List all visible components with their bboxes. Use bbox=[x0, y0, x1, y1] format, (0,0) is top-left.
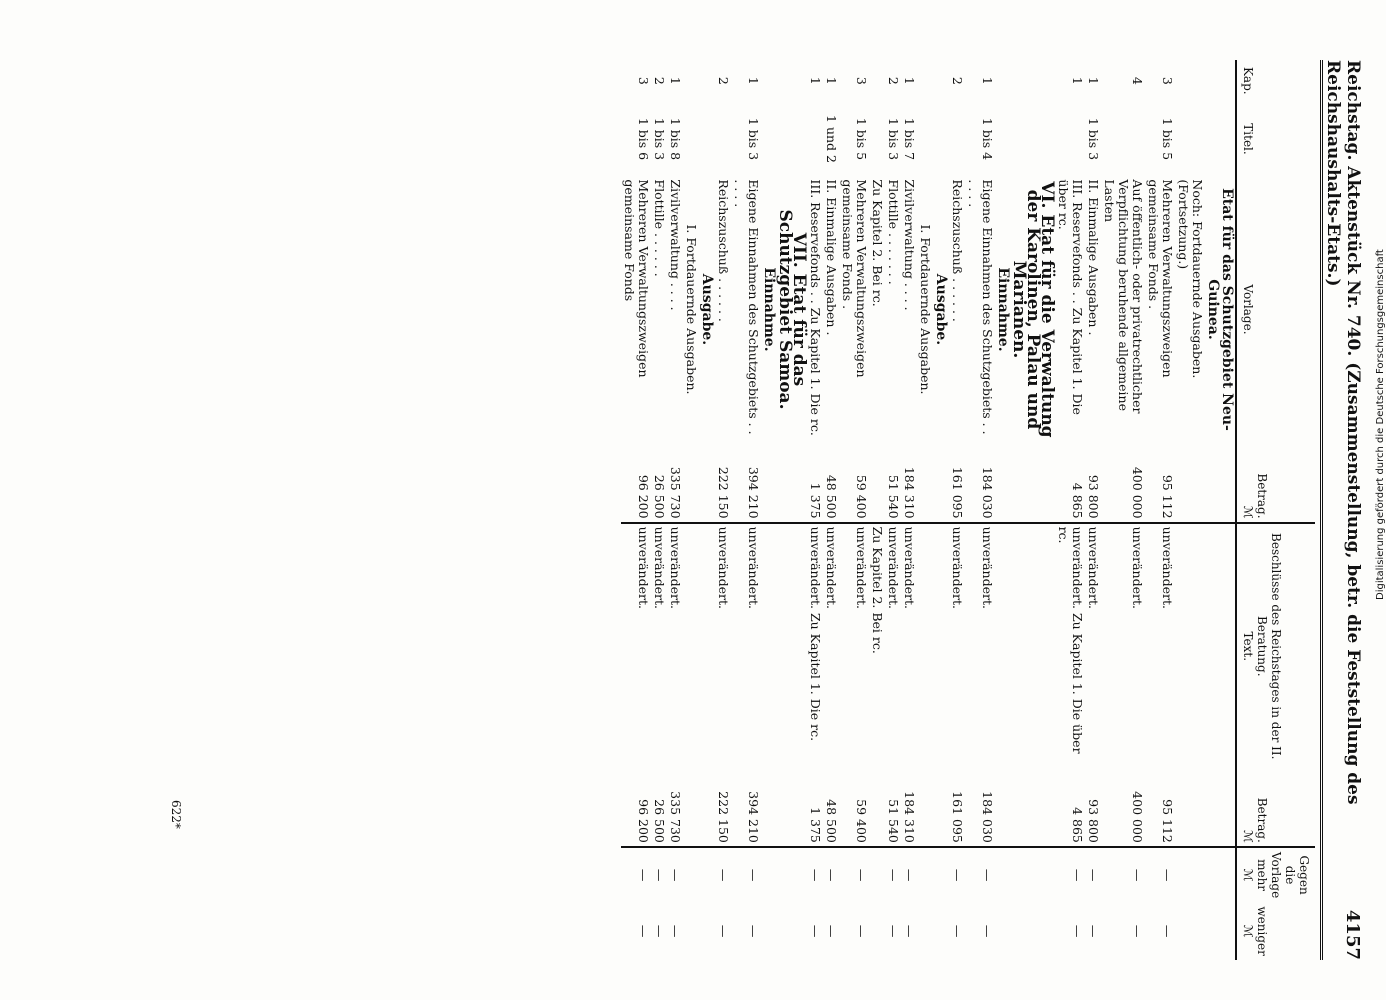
page-title: Reichstag. Aktenstück Nr. 740. (Zusammenstellung, betr. die Feststellung des Reichshaushalts-Etats.) bbox=[1323, 60, 1363, 805]
cell-kap bbox=[995, 60, 1011, 102]
cell-mehr: — bbox=[1070, 868, 1085, 882]
cell-betrag: 184 030 bbox=[965, 443, 995, 523]
cell-text2: unverändert. bbox=[1160, 526, 1175, 609]
cell-kap: 3 bbox=[854, 76, 869, 85]
cell-text2: unverändert. Zu Kapitel 1. Die rc. bbox=[808, 526, 823, 742]
cell-mehr bbox=[917, 847, 933, 902]
cell-text: I. Fortdauernde Ausgaben. bbox=[918, 224, 933, 395]
cell-text: Eigene Einnahmen des Schutzgebiets . . . . . . bbox=[966, 179, 995, 435]
cell-weniger bbox=[933, 902, 949, 960]
cell-titel bbox=[777, 102, 807, 177]
cell-text2: unverändert. bbox=[1130, 526, 1145, 609]
cell-kap bbox=[761, 60, 777, 102]
cell-text2: unverändert. bbox=[716, 526, 731, 609]
cell-kap: 2 bbox=[652, 76, 667, 85]
cell-mehr: — bbox=[1130, 868, 1145, 882]
cell-text: Noch: Fortdauernde Ausgaben. (Fortsetzung.) bbox=[1176, 179, 1205, 379]
cell-mehr: — bbox=[746, 868, 761, 882]
cell-mehr: — bbox=[980, 868, 995, 882]
cell-mehr: — bbox=[668, 868, 683, 882]
cell-kap: 1 bbox=[1086, 76, 1101, 85]
cell-text2 bbox=[699, 523, 715, 769]
cell-mehr: — bbox=[1086, 868, 1101, 882]
cell-betrag2: 59 400 bbox=[839, 769, 869, 847]
cell-mehr: — bbox=[1160, 868, 1175, 882]
cell-titel: 1 bis 4 bbox=[980, 117, 995, 161]
col-vorlage: Vorlage. bbox=[1236, 176, 1315, 442]
table-row bbox=[731, 60, 761, 960]
cell-mehr: — bbox=[716, 868, 731, 882]
table-row bbox=[1011, 60, 1055, 960]
page-number: 4157 bbox=[1342, 909, 1363, 960]
col-betrag2: Betrag. ℳ bbox=[1236, 769, 1315, 847]
cell-betrag2: 184 310 bbox=[901, 769, 917, 847]
table-row bbox=[651, 60, 667, 960]
cell-titel: 1 bis 3 bbox=[886, 117, 901, 161]
cell-kap bbox=[699, 60, 715, 102]
cell-titel bbox=[807, 102, 823, 177]
cell-weniger bbox=[777, 902, 807, 960]
cell-kap: 2 bbox=[716, 76, 731, 85]
cell-weniger bbox=[995, 902, 1011, 960]
cell-kap: 1 bbox=[824, 76, 839, 85]
cell-titel bbox=[683, 102, 699, 177]
cell-mehr: — bbox=[886, 868, 901, 882]
cell-titel bbox=[1205, 102, 1236, 177]
cell-text: Flottille . . . . . . bbox=[652, 179, 667, 277]
cell-betrag2: 96 200 bbox=[621, 769, 651, 847]
cell-text: II. Einmalige Ausgaben . bbox=[824, 179, 839, 336]
header-rule bbox=[1320, 60, 1323, 960]
cell-betrag2 bbox=[1011, 769, 1055, 847]
cell-titel bbox=[1101, 102, 1145, 177]
cell-text: Mehreren Verwaltungszweigen gemeinsame Fonds bbox=[622, 179, 651, 378]
table-row bbox=[917, 60, 933, 960]
cell-weniger bbox=[917, 902, 933, 960]
cell-betrag bbox=[917, 443, 933, 523]
cell-betrag bbox=[869, 443, 885, 523]
cell-kap: 2 bbox=[886, 76, 901, 85]
cell-text2 bbox=[933, 523, 949, 769]
cell-text: Einnahme. bbox=[995, 267, 1011, 352]
table-row bbox=[667, 60, 683, 960]
cell-weniger bbox=[699, 902, 715, 960]
col-weniger: weniger ℳ bbox=[1236, 902, 1315, 960]
cell-mehr: — bbox=[652, 868, 667, 882]
cell-betrag2: 184 030 bbox=[965, 769, 995, 847]
cell-betrag2: 161 095 bbox=[949, 769, 965, 847]
cell-titel bbox=[917, 102, 933, 177]
cell-kap: 3 bbox=[1160, 76, 1175, 85]
cell-betrag2: 4 865 bbox=[1055, 769, 1085, 847]
table-row bbox=[823, 60, 839, 960]
cell-titel bbox=[761, 102, 777, 177]
cell-text2 bbox=[1011, 523, 1055, 769]
cell-kap: 1 bbox=[808, 76, 823, 85]
cell-text2: unverändert. bbox=[636, 526, 651, 609]
table-row bbox=[949, 60, 965, 960]
cell-titel bbox=[1175, 102, 1205, 177]
cell-mehr bbox=[1011, 847, 1055, 902]
cell-betrag: 1 375 bbox=[807, 443, 823, 523]
cell-text2 bbox=[777, 523, 807, 769]
cell-text2: unverändert. Zu Kapitel 1. Die über rc. bbox=[1056, 526, 1085, 754]
cell-betrag bbox=[995, 443, 1011, 523]
cell-text2: unverändert. bbox=[886, 526, 901, 609]
table-row bbox=[1175, 60, 1205, 960]
cell-betrag2 bbox=[1175, 769, 1205, 847]
col-betrag: Betrag. ℳ bbox=[1236, 443, 1315, 523]
budget-table bbox=[621, 60, 1315, 960]
cell-weniger: — bbox=[1070, 924, 1085, 938]
cell-weniger: — bbox=[1160, 924, 1175, 938]
cell-betrag: 161 095 bbox=[949, 443, 965, 523]
cell-betrag2 bbox=[869, 769, 885, 847]
cell-titel: 1 bis 3 bbox=[652, 117, 667, 161]
cell-mehr bbox=[1175, 847, 1205, 902]
footer-number: 622* bbox=[169, 800, 183, 829]
cell-betrag bbox=[933, 443, 949, 523]
cell-betrag: 394 210 bbox=[731, 443, 761, 523]
cell-betrag2 bbox=[1205, 769, 1236, 847]
cell-betrag: 93 800 bbox=[1085, 443, 1101, 523]
cell-text: Reichszuschuß . . . . . . bbox=[950, 179, 965, 322]
cell-betrag bbox=[761, 443, 777, 523]
cell-text2 bbox=[1175, 523, 1205, 769]
cell-titel: 1 bis 3 bbox=[746, 117, 761, 161]
page-header bbox=[1323, 60, 1363, 960]
cell-weniger: — bbox=[716, 924, 731, 938]
cell-betrag bbox=[683, 443, 699, 523]
cell-mehr: — bbox=[636, 868, 651, 882]
cell-mehr bbox=[933, 847, 949, 902]
cell-weniger: — bbox=[902, 924, 917, 938]
cell-betrag: 51 540 bbox=[885, 443, 901, 523]
cell-text2: Zu Kapitel 2. Bei rc. bbox=[870, 526, 885, 654]
cell-weniger bbox=[761, 902, 777, 960]
cell-text: Mehreren Verwaltungszweigen gemeinsame Fonds . bbox=[1146, 179, 1175, 378]
cell-titel: 1 bis 3 bbox=[1086, 117, 1101, 161]
cell-betrag: 96 200 bbox=[621, 443, 651, 523]
cell-mehr bbox=[683, 847, 699, 902]
cell-kap bbox=[933, 60, 949, 102]
cell-betrag: 335 730 bbox=[667, 443, 683, 523]
table-row bbox=[933, 60, 949, 960]
cell-weniger: — bbox=[950, 924, 965, 938]
cell-betrag2 bbox=[683, 769, 699, 847]
cell-text: Ausgabe. bbox=[699, 273, 715, 346]
cell-betrag2 bbox=[995, 769, 1011, 847]
cell-titel bbox=[869, 102, 885, 177]
cell-text2 bbox=[761, 523, 777, 769]
cell-text: I. Fortdauernde Ausgaben. bbox=[684, 224, 699, 395]
cell-text: Reichszuschuß . . . . . . bbox=[716, 179, 731, 322]
cell-text: VI. Etat für die Verwaltung der Karolinen, Palau und Marianen. bbox=[1009, 181, 1057, 438]
cell-weniger bbox=[1011, 902, 1055, 960]
cell-text2: unverändert. bbox=[652, 526, 667, 609]
cell-kap: 1 bbox=[746, 76, 761, 85]
cell-text: II. Einmalige Ausgaben . bbox=[1086, 179, 1101, 336]
cell-mehr: — bbox=[902, 868, 917, 882]
cell-weniger: — bbox=[746, 924, 761, 938]
cell-kap bbox=[1011, 60, 1055, 102]
cell-text2: unverändert. bbox=[980, 526, 995, 609]
table-row bbox=[1205, 60, 1236, 960]
cell-text: Ausgabe. bbox=[933, 273, 949, 346]
cell-text2: unverändert. bbox=[854, 526, 869, 609]
cell-betrag bbox=[777, 443, 807, 523]
cell-text: Eigene Einnahmen des Schutzgebiets . . . . . . bbox=[732, 179, 761, 435]
cell-titel: 1 und 2 bbox=[824, 115, 839, 163]
table-row bbox=[621, 60, 651, 960]
cell-text: III. Reservefonds . . Zu Kapitel 1. Die über rc. bbox=[1056, 179, 1085, 415]
cell-kap bbox=[1205, 60, 1236, 102]
table-row bbox=[683, 60, 699, 960]
cell-mehr bbox=[699, 847, 715, 902]
table-header-row bbox=[1236, 60, 1315, 960]
cell-weniger bbox=[1175, 902, 1205, 960]
cell-titel bbox=[995, 102, 1011, 177]
cell-mehr bbox=[777, 847, 807, 902]
cell-mehr: — bbox=[854, 868, 869, 882]
cell-titel: 1 bis 5 bbox=[854, 117, 869, 161]
table-row bbox=[869, 60, 885, 960]
cell-kap bbox=[1175, 60, 1205, 102]
cell-kap: 1 bbox=[1070, 76, 1085, 85]
cell-mehr bbox=[869, 847, 885, 902]
cell-betrag2: 222 150 bbox=[715, 769, 731, 847]
cell-betrag bbox=[1175, 443, 1205, 523]
cell-titel: 1 bis 8 bbox=[668, 117, 683, 161]
cell-kap: 4 bbox=[1130, 76, 1145, 85]
cell-text2: unverändert. bbox=[902, 526, 917, 609]
cell-text: Auf öffentlich- oder privatrechtlicher Verpflichtung beruhende allgemeine Lasten bbox=[1102, 179, 1145, 414]
table-row bbox=[839, 60, 869, 960]
cell-betrag2: 1 375 bbox=[807, 769, 823, 847]
cell-betrag: 95 112 bbox=[1145, 443, 1175, 523]
cell-betrag2 bbox=[933, 769, 949, 847]
table-row bbox=[699, 60, 715, 960]
cell-titel: 1 bis 7 bbox=[902, 117, 917, 161]
cell-text: Flottille . . . . . . . bbox=[886, 179, 901, 285]
cell-mehr bbox=[995, 847, 1011, 902]
table-row bbox=[761, 60, 777, 960]
table-row bbox=[715, 60, 731, 960]
cell-kap: 1 bbox=[668, 76, 683, 85]
cell-betrag2: 48 500 bbox=[823, 769, 839, 847]
cell-text2 bbox=[917, 523, 933, 769]
col-titel: Titel. bbox=[1236, 102, 1315, 177]
table-row bbox=[1085, 60, 1101, 960]
cell-betrag2: 93 800 bbox=[1085, 769, 1101, 847]
cell-titel bbox=[699, 102, 715, 177]
cell-weniger: — bbox=[1130, 924, 1145, 938]
cell-titel bbox=[1011, 102, 1055, 177]
table-row bbox=[1145, 60, 1175, 960]
cell-kap: 3 bbox=[636, 76, 651, 85]
col-beschluesse: Beschlüsse des Reichstages in der II. Beratung. Text. bbox=[1236, 523, 1315, 769]
cell-mehr: — bbox=[808, 868, 823, 882]
cell-text2 bbox=[1205, 523, 1236, 769]
cell-text2 bbox=[683, 523, 699, 769]
cell-kap: 1 bbox=[980, 76, 995, 85]
cell-text2: unverändert. bbox=[950, 526, 965, 609]
cell-weniger: — bbox=[668, 924, 683, 938]
cell-betrag2: 26 500 bbox=[651, 769, 667, 847]
cell-mehr: — bbox=[950, 868, 965, 882]
cell-text: Zivilverwaltung . . . . bbox=[902, 179, 917, 311]
cell-titel bbox=[1055, 102, 1085, 177]
cell-betrag: 4 865 bbox=[1055, 443, 1085, 523]
cell-titel: 1 bis 6 bbox=[636, 117, 651, 161]
cell-weniger: — bbox=[636, 924, 651, 938]
cell-betrag bbox=[1205, 443, 1236, 523]
cell-kap bbox=[917, 60, 933, 102]
cell-titel bbox=[949, 102, 965, 177]
cell-weniger bbox=[869, 902, 885, 960]
cell-betrag2: 400 000 bbox=[1101, 769, 1145, 847]
side-note: Digitalisierung gefördert durch die Deutsche Forschungsgemeinschaft bbox=[1375, 249, 1386, 600]
cell-mehr: — bbox=[824, 868, 839, 882]
col-kap: Kap. bbox=[1236, 60, 1315, 102]
cell-betrag2 bbox=[699, 769, 715, 847]
cell-betrag2 bbox=[917, 769, 933, 847]
cell-kap bbox=[869, 60, 885, 102]
cell-text: III. Reservefonds . . Zu Kapitel 1. Die rc. bbox=[808, 179, 823, 436]
cell-betrag2 bbox=[761, 769, 777, 847]
cell-betrag: 48 500 bbox=[823, 443, 839, 523]
cell-betrag: 400 000 bbox=[1101, 443, 1145, 523]
cell-betrag2: 95 112 bbox=[1145, 769, 1175, 847]
table-row bbox=[1101, 60, 1145, 960]
cell-betrag: 59 400 bbox=[839, 443, 869, 523]
cell-text2: unverändert. bbox=[668, 526, 683, 609]
table-row bbox=[777, 60, 807, 960]
cell-kap bbox=[683, 60, 699, 102]
col-mehr: Gegen die Vorlage mehr ℳ bbox=[1236, 847, 1315, 902]
cell-weniger: — bbox=[854, 924, 869, 938]
cell-text2: unverändert. bbox=[1086, 526, 1101, 609]
cell-betrag2: 335 730 bbox=[667, 769, 683, 847]
table-row bbox=[1055, 60, 1085, 960]
cell-mehr bbox=[761, 847, 777, 902]
cell-weniger: — bbox=[1086, 924, 1101, 938]
cell-weniger bbox=[1205, 902, 1236, 960]
cell-weniger: — bbox=[808, 924, 823, 938]
cell-betrag bbox=[699, 443, 715, 523]
cell-betrag2: 51 540 bbox=[885, 769, 901, 847]
cell-weniger: — bbox=[886, 924, 901, 938]
cell-text2: unverändert. bbox=[746, 526, 761, 609]
table-row bbox=[901, 60, 917, 960]
cell-mehr bbox=[1205, 847, 1236, 902]
cell-weniger: — bbox=[980, 924, 995, 938]
cell-weniger bbox=[683, 902, 699, 960]
cell-text: Zivilverwaltung . . . . bbox=[668, 179, 683, 311]
table-row bbox=[995, 60, 1011, 960]
cell-titel bbox=[933, 102, 949, 177]
cell-weniger: — bbox=[824, 924, 839, 938]
cell-titel bbox=[715, 102, 731, 177]
cell-kap bbox=[777, 60, 807, 102]
cell-text: VII. Etat für das Schutzgebiet Samoa. bbox=[775, 209, 809, 410]
cell-kap: 1 bbox=[902, 76, 917, 85]
table-row bbox=[965, 60, 995, 960]
cell-text2 bbox=[995, 523, 1011, 769]
cell-betrag: 184 310 bbox=[901, 443, 917, 523]
table-row bbox=[885, 60, 901, 960]
cell-text: Etat für das Schutzgebiet Neu-Guinea. bbox=[1205, 188, 1235, 431]
cell-betrag2 bbox=[777, 769, 807, 847]
cell-betrag: 222 150 bbox=[715, 443, 731, 523]
cell-text: Einnahme. bbox=[761, 267, 777, 352]
cell-text: Zu Kapitel 2. Bei rc. bbox=[870, 179, 885, 307]
cell-betrag2: 394 210 bbox=[731, 769, 761, 847]
cell-betrag: 26 500 bbox=[651, 443, 667, 523]
cell-text2: unverändert. bbox=[824, 526, 839, 609]
table-row bbox=[807, 60, 823, 960]
cell-titel: 1 bis 5 bbox=[1160, 117, 1175, 161]
cell-kap: 2 bbox=[950, 76, 965, 85]
cell-text: Mehreren Verwaltungszweigen gemeinsame Fonds . bbox=[840, 179, 869, 378]
cell-betrag bbox=[1011, 443, 1055, 523]
cell-weniger: — bbox=[652, 924, 667, 938]
